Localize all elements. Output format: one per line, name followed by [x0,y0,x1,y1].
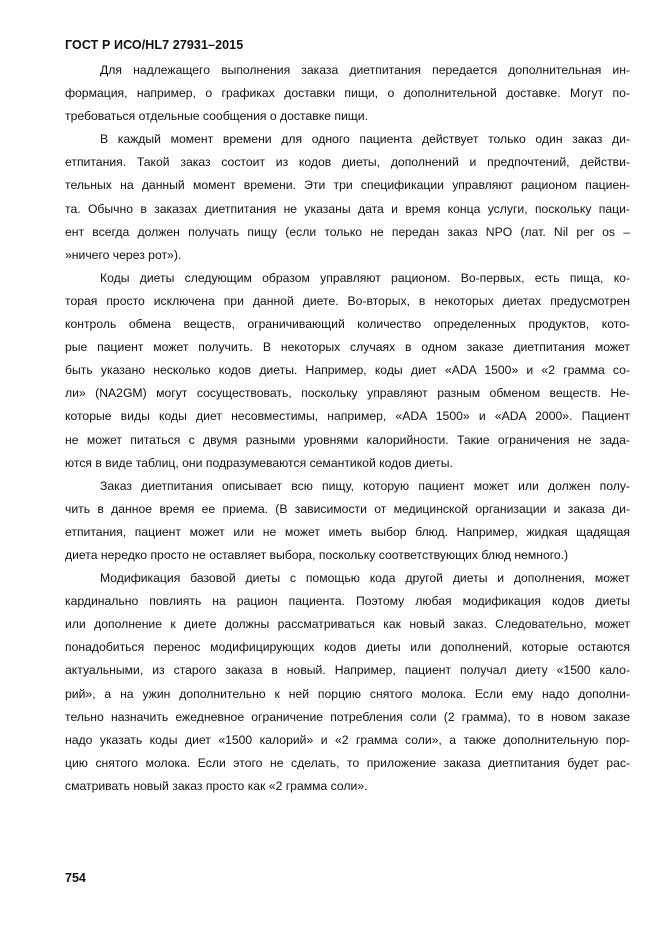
text-line: »ничего через рот»). [65,247,182,262]
text-line: диета нередко просто не оставляет выбора, поскольку соответствующих блюд немного.) [65,547,569,562]
text-line: чить в данное время ее приема. (В зависимости от медицинской организации и заказа ди- [65,501,630,516]
text-line: В каждый момент времени для одного пациента действует только один заказ ди- [100,132,630,147]
text-line: торая просто исключена при данной диете. Во-вторых, в некоторых диетах предусмотрен [65,293,630,308]
text-line: тельных на данный момент времени. Эти три спецификации управляют рационом пациен- [65,178,630,193]
text-line: требоваться отдельные сообщения о доставке пищи. [65,109,368,124]
text-line: контроль обмена веществ, ограничивающий количество определенных продуктов, кото- [65,317,630,332]
text-line: быть указано несколько кодов диеты. Например, коды диет «ADA 1500» и «2 грамма со- [65,363,630,378]
body-text [65,59,630,798]
paragraph [65,475,630,567]
text-line: Заказ диетпитания описывает всю пищу, которую пациент может или должен полу- [100,478,630,493]
paragraph [65,59,630,128]
text-line: которые виды коды диет несовместимы, например, «ADA 1500» и «ADA 2000». Пациент [65,409,630,424]
text-line: формация, например, о графиках доставки пищи, о дополнительной доставке. Могут по- [65,86,630,101]
text-line: кардинально повлиять на рацион пациента. Поэтому любая модификация кодов диеты [65,594,630,609]
text-line: тельно назначить ежедневное ограничение потребления соли (2 грамма), то в новом заказе [65,709,630,724]
paragraph [65,267,630,475]
text-line: актуальными, из старого заказа в новый. Например, пациент получал диету «1500 кало- [65,663,630,678]
standard-header: ГОСТ Р ИСО/HL7 27931–2015 [65,38,244,52]
text-line: надо указать коды диет «1500 калорий» и «2 грамма соли», а также дополнительную пор- [65,732,630,747]
text-line: Модификация базовой диеты с помощью кода другой диеты и дополнения, может [100,571,630,586]
text-line: ли» (NA2GM) могут сосуществовать, поскольку управляют разным обменом веществ. Не- [65,386,630,401]
text-line: Коды диеты следующим образом управляют рационом. Во-первых, есть пища, ко- [100,270,630,285]
text-line: рий», а на ужин дополнительно к ней порцию снятого молока. Если ему надо дополни- [65,686,630,701]
text-line: етпитания, пациент может или не может иметь выбор блюд. Например, жидкая щадящая [65,524,630,539]
text-line: та. Обычно в заказах диетпитания не указаны дата и время конца услуги, поскольку паци- [65,201,630,216]
text-line: не может питаться с двумя разными уровнями калорийности. Такие ограничения не зада- [65,432,630,447]
text-line: или дополнение к диете должны рассматриваться как новый заказ. Следовательно, может [65,617,630,632]
text-line: сматривать новый заказ просто как «2 грамма соли». [65,778,368,793]
text-line: Для надлежащего выполнения заказа диетпитания передается дополнительная ин- [100,63,630,77]
text-line: рые пациент может получить. В некоторых случаях в одном заказе диетпитания может [65,340,630,355]
text-line: понадобиться перенос модифицирующих кодов диеты или дополнений, которые остаются [65,640,630,655]
paragraph [65,567,630,798]
text-line: ются в виде таблиц, они подразумеваются семантикой кодов диеты. [65,455,453,470]
page-number: 754 [65,871,86,885]
text-line: етпитания. Такой заказ состоит из кодов диеты, дополнений и предпочтений, действи- [65,155,630,170]
paragraph [65,128,630,267]
text-line: ент всегда должен получать пищу (если только не передан заказ NPO (лат. Nil per os – [65,224,630,239]
text-line: цию снятого молока. Если этого не сделать, то приложение заказа диетпитания будет рас- [65,755,630,770]
